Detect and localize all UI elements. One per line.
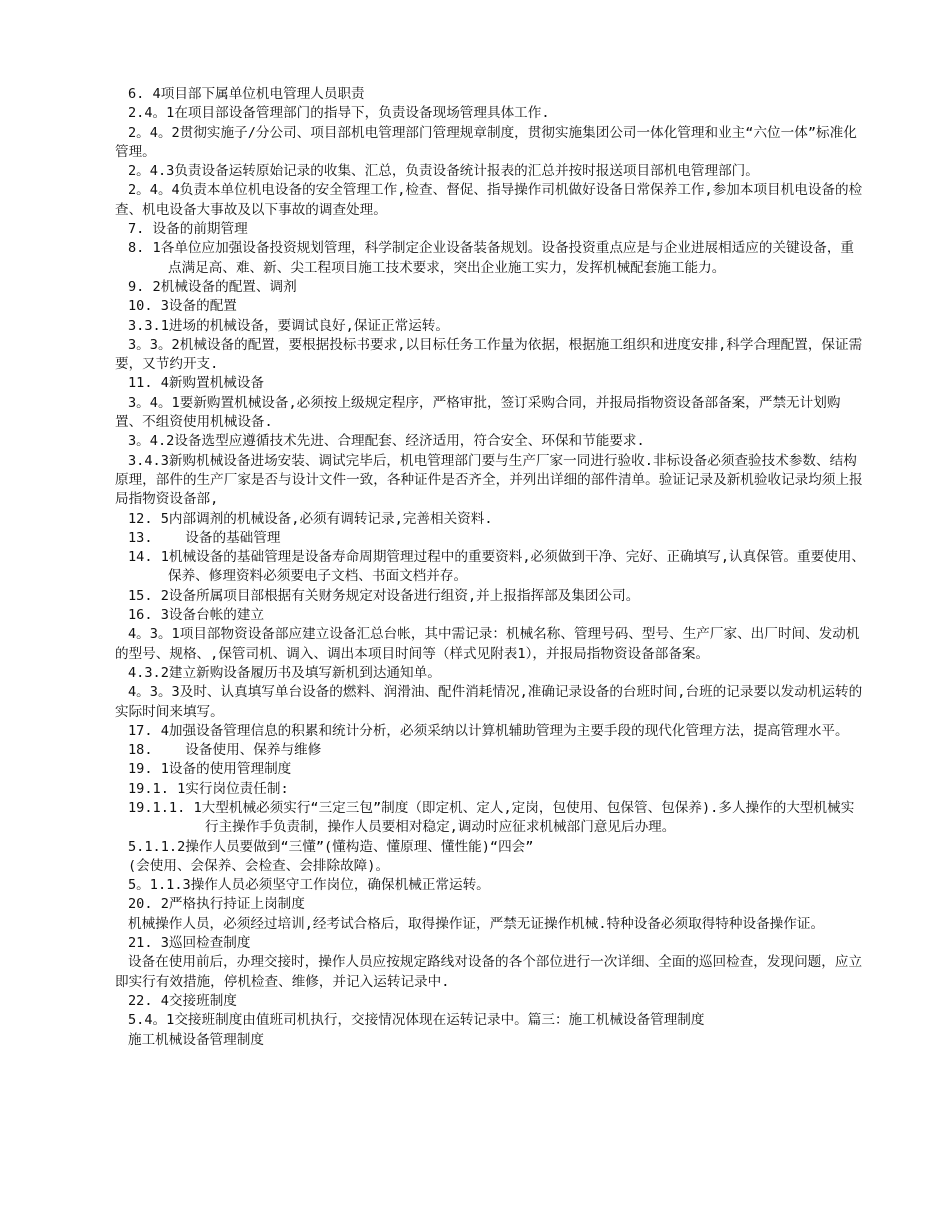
paragraph: 3。4.2设备选型应遵循技术先进、合理配套、经济适用，符合安全、环保和节能要求. — [128, 433, 645, 450]
section-heading: 18. 设备使用、保养与维修 — [128, 742, 322, 759]
paragraph: 2。4。2贯彻实施子/分公司、项目部机电管理部门管理规章制度，贯彻实施集团公司一体化管理和业主“六位一体”标准化管理。 — [115, 124, 857, 160]
paragraph: 3。4。1要新购置机械设备,必须按上级规定程序，严格审批，签订采购合同，并报局指物资设备部备案，严禁无计划购置、不组资使用机械设备. — [115, 394, 841, 431]
paragraph: 19.1.1. 1大型机械必须实行“三定三包”制度（即定机、定人,定岗，包使用、包保管、包保养).多人操作的大型机械实行主操作手负责制，操作人员要相对稳定,调动时应征求机械部门意见后办理。 — [128, 799, 855, 836]
paragraph: 5.1.1.2操作人员要做到“三懂”(懂构造、懂原理、懂性能)“四会” — [128, 838, 534, 855]
paragraph: 4。3。3及时、认真填写单台设备的燃料、润滑油、配件消耗情况,准确记录设备的台班时间,台班的记录要以发动机运转的实际时间来填写。 — [115, 684, 863, 720]
paragraph: 17. 4加强设备管理信息的积累和统计分析，必须采纳以计算机辅助管理为主要手段的现代化管理方法，提高管理水平。 — [128, 722, 849, 739]
section-heading: 16. 3设备台帐的建立 — [128, 607, 265, 624]
paragraph: 12. 5内部调剂的机械设备,必须有调转记录,完善相关资料. — [128, 510, 493, 527]
paragraph: 14. 1机械设备的基础管理是设备寿命周期管理过程中的重要资料,必须做到干净、完好、正确填写,认真保管。重要使用、保养、修理资料必须要电子文档、书面文档并存。 — [128, 549, 865, 585]
paragraph: 4.3.2建立新购设备履历书及填写新机到达通知单。 — [128, 664, 441, 681]
section-heading: 13. 设备的基础管理 — [128, 529, 281, 546]
paragraph: 2。4。4负责本单位机电设备的安全管理工作,检查、督促、指导操作司机做好设备日常保养工作,参加本项目机电设备的检查、机电设备大事故及以下事故的调查处理。 — [115, 182, 863, 218]
paragraph: 15. 2设备所属项目部根据有关财务规定对设备进行组资,并上报指挥部及集团公司。 — [128, 587, 640, 604]
paragraph: 5。1.1.3操作人员必须坚守工作岗位，确保机械正常运转。 — [128, 877, 490, 894]
section-heading: 11. 4新购置机械设备 — [128, 375, 265, 392]
paragraph: 5.4。1交接班制度由值班司机执行，交接情况体现在运转记录中。篇三：施工机械设备管理制度 — [128, 1012, 705, 1029]
paragraph: 4。3。1项目部物资设备部应建立设备汇总台帐，其中需记录：机械名称、管理号码、型号、生产厂家、出厂时间、发动机的型号、规格、,保管司机、调入、调出本项目时间等（样式见附表1），并报局指物资设备部备案。 — [115, 626, 860, 662]
section-heading: 19.1. 1实行岗位责任制: — [128, 780, 289, 797]
paragraph: 3.3.1进场的机械设备，要调试良好,保证正常运转。 — [128, 317, 449, 334]
paragraph: 3。3。2机械设备的配置，要根据投标书要求,以目标任务工作量为依据，根据施工组织和进度安排,科学合理配置，保证需要，又节约开支. — [115, 336, 863, 373]
paragraph: 8. 1各单位应加强设备投资规划管理，科学制定企业设备装备规划。设备投资重点应是与企业进展相适应的关键设备，重点满足高、难、新、尖工程项目施工技术要求，突出企业施工实力，发挥机械配套施工能力。 — [128, 240, 855, 276]
paragraph: 2.4。1在项目部设备管理部门的指导下，负责设备现场管理具体工作. — [128, 105, 550, 122]
section-heading: 19. 1设备的使用管理制度 — [128, 761, 292, 778]
paragraph: 机械操作人员，必须经过培训,经考试合格后，取得操作证，严禁无证操作机械.特种设备必须取得特种设备操作证。 — [128, 915, 825, 932]
section-heading: 21. 3巡回检查制度 — [128, 935, 251, 952]
section-heading: 9. 2机械设备的配置、调剂 — [128, 278, 297, 295]
paragraph: 设备在使用前后，办理交接时，操作人员应按规定路线对设备的各个部位进行一次详细、全面的巡回检查，发现问题，应立即实行有效措施，停机检查、维修，并记入运转记录中. — [115, 954, 863, 990]
paragraph: (会使用、会保养、会检查、会排除故障)。 — [128, 857, 390, 874]
section-heading: 10. 3设备的配置 — [128, 298, 237, 315]
section-heading: 20. 2严格执行持证上岗制度 — [128, 896, 305, 913]
section-heading: 施工机械设备管理制度 — [128, 1031, 264, 1048]
section-heading: 22. 4交接班制度 — [128, 992, 237, 1009]
paragraph: 3.4.3新购机械设备进场安装、调试完毕后，机电管理部门要与生产厂家一同进行验收.非标设备必须查验技术参数、结构原理，部件的生产厂家是否与设计文件一致，各种证件是否齐全，并列出详细的部件清单。验证记录及新机验收记录均须上报局指物资设备部, — [115, 452, 863, 508]
paragraph: 2。4.3负责设备运转原始记录的收集、汇总，负责设备统计报表的汇总并按时报送项目部机电管理部门。 — [128, 163, 759, 180]
document-body — [115, 85, 865, 1050]
section-heading: 7. 设备的前期管理 — [128, 221, 248, 238]
section-heading: 6. 4项目部下属单位机电管理人员职责 — [128, 86, 365, 102]
